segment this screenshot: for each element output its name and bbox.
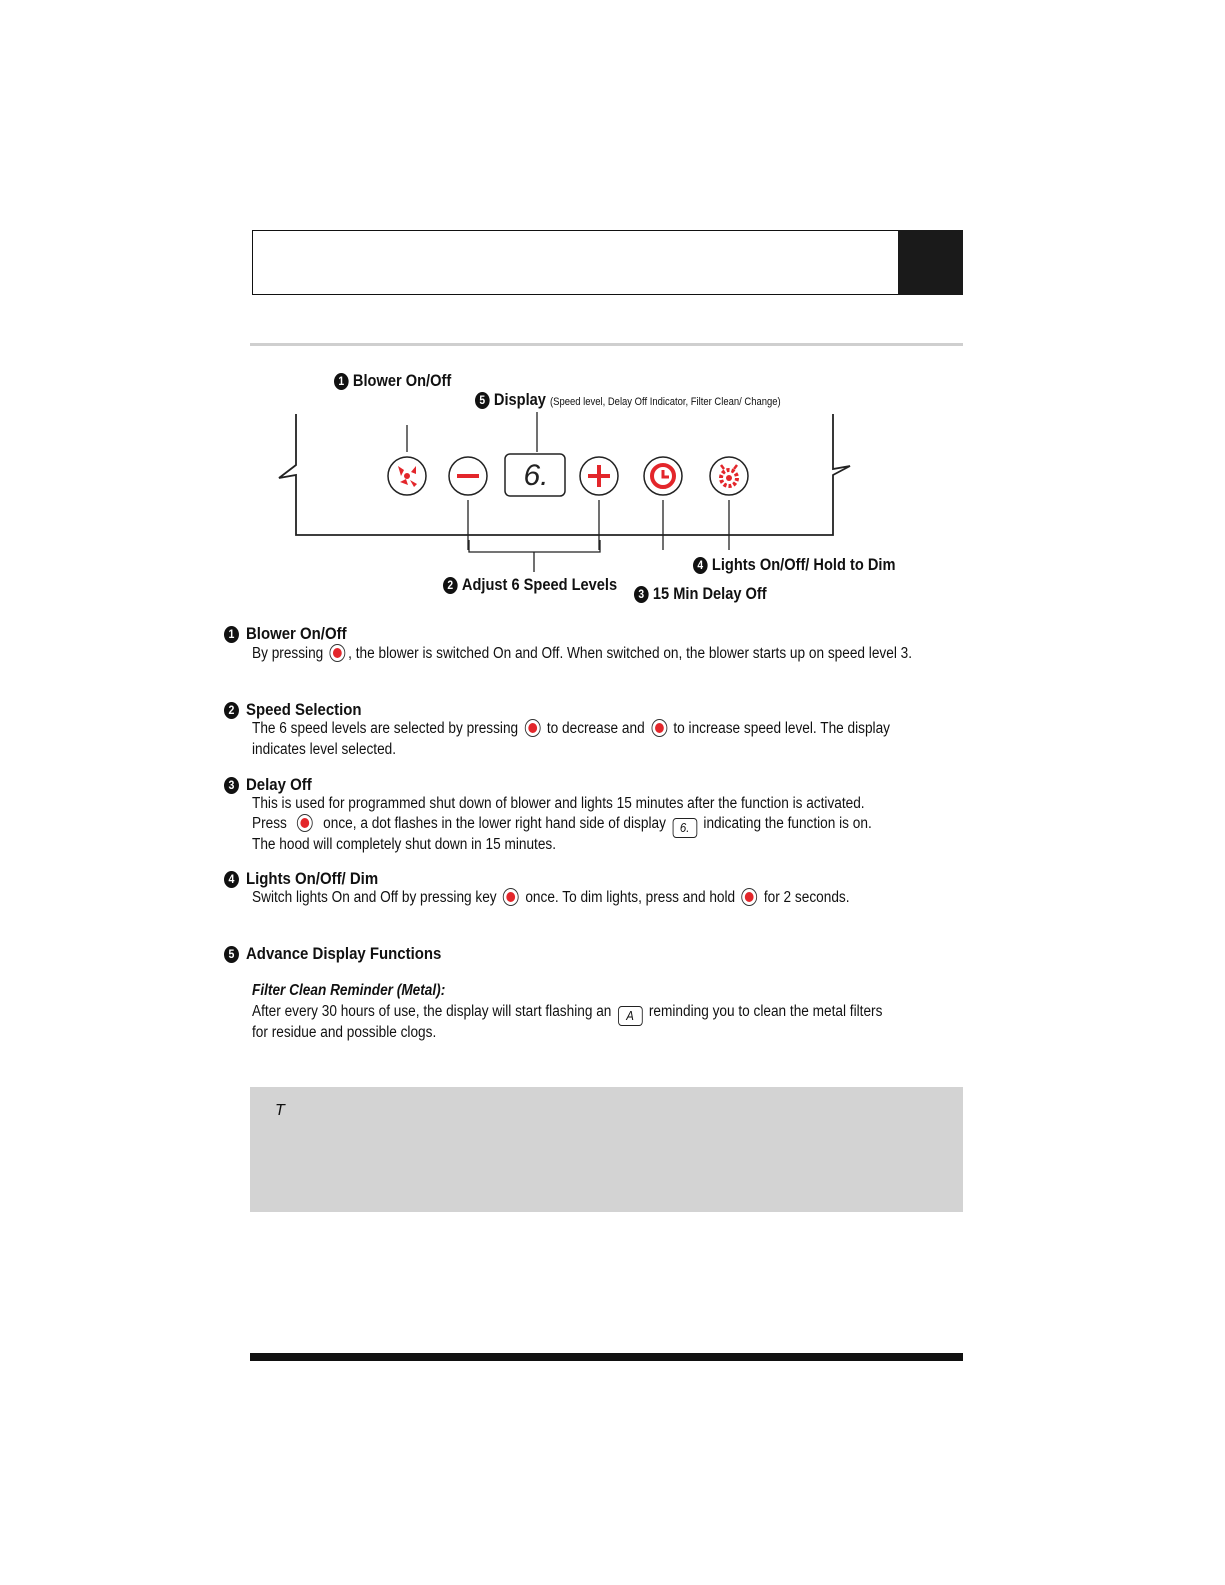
header-box <box>252 230 898 295</box>
light-gear-icon <box>503 888 519 906</box>
section-2-line-1: The 6 speed levels are selected by pressing to decrease and to increase speed level. The display <box>252 720 890 737</box>
filter-reminder-subhead: Filter Clean Reminder (Metal): <box>252 982 446 999</box>
section-2-line-2: indicates level selected. <box>252 741 397 758</box>
minus-icon <box>525 719 541 737</box>
callout-delay: 3 15 Min Delay Off <box>634 584 767 604</box>
section-3-line-2: Press once, a dot flashes in the lower right hand side of display 6. indicating the function is on. <box>252 814 872 838</box>
display-mini-icon: 6. <box>672 818 697 838</box>
minus-icon <box>449 457 487 495</box>
section-5-heading: 5 Advance Display Functions <box>224 944 441 964</box>
section-3-line-3: The hood will completely shut down in 15 minutes. <box>252 836 557 853</box>
plus-icon <box>651 719 667 737</box>
footer-rule <box>250 1353 963 1361</box>
section-rule <box>250 343 963 346</box>
display-glyph: 6. <box>523 459 549 492</box>
callout-lights: 4 Lights On/Off/ Hold to Dim <box>693 555 895 575</box>
section-2-heading: 2 Speed Selection <box>224 700 362 720</box>
light-gear-icon <box>742 888 758 906</box>
plus-icon <box>580 457 618 495</box>
section-4-heading: 4 Lights On/Off/ Dim <box>224 869 378 889</box>
section-4-line-1: Switch lights On and Off by pressing key once. To dim lights, press and hold for 2 seconds. <box>252 889 850 906</box>
blower-fan-icon <box>330 644 346 662</box>
section-5-line-2: for residue and possible clogs. <box>252 1024 437 1041</box>
blower-fan-icon <box>388 457 426 495</box>
section-1-line-1: By pressing , the blower is switched On and Off. When switched on, the blower starts up on speed level 3. <box>252 645 913 662</box>
note-text: T <box>275 1102 285 1119</box>
timer-icon <box>644 457 682 495</box>
light-gear-icon <box>710 457 748 495</box>
display-filter-icon: A <box>618 1006 643 1026</box>
note-box <box>250 1087 963 1212</box>
section-1-heading: 1 Blower On/Off <box>224 624 347 644</box>
section-3-line-1: This is used for programmed shut down of blower and lights 15 minutes after the function is activated. <box>252 795 865 812</box>
section-5-line-1: After every 30 hours of use, the display will start flashing an A reminding you to clean the metal filters <box>252 1002 882 1026</box>
header-tab <box>898 230 963 295</box>
callout-display: 5 Display (Speed level, Delay Off Indicator, Filter Clean/ Change) <box>475 390 781 410</box>
section-3-heading: 3 Delay Off <box>224 775 312 795</box>
callout-blower: 1 Blower On/Off <box>334 371 451 391</box>
control-panel-diagram <box>270 400 870 550</box>
timer-icon <box>297 814 313 832</box>
speed-bracket <box>460 540 610 580</box>
callout-speed: 2 Adjust 6 Speed Levels <box>443 575 617 595</box>
